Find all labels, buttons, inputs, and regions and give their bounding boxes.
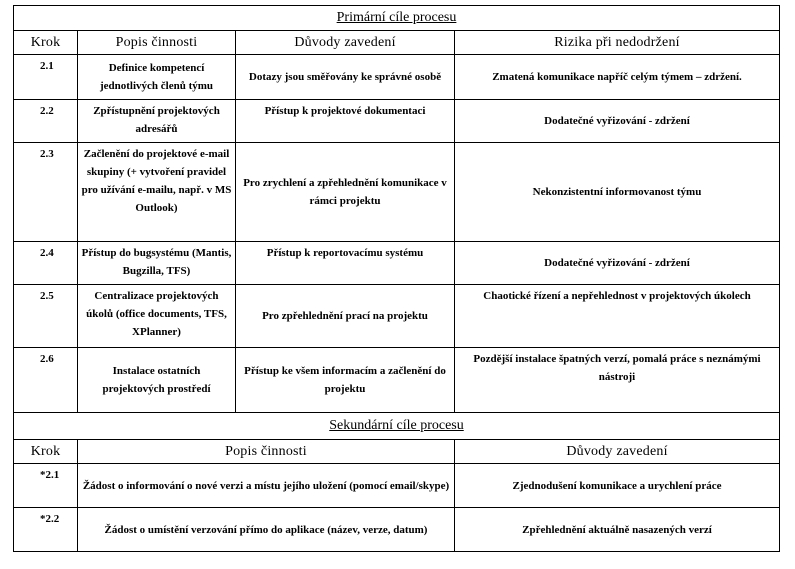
activity-description: Zpřístupnění projektových adresářů: [78, 100, 236, 143]
activity-description: Definice kompetencí jednotlivých členů týmu: [78, 55, 236, 100]
header-duvody: Důvody zavedení: [455, 440, 780, 464]
non-compliance-risk: Dodatečné vyřizování - zdržení: [455, 242, 780, 285]
activity-description: Centralizace projektových úkolů (office documents, TFS, XPlanner): [78, 285, 236, 348]
introduction-reason: Zjednodušení komunikace a urychlení práce: [455, 464, 780, 508]
table-row: [14, 508, 780, 552]
non-compliance-risk: Zmatená komunikace napříč celým týmem – zdržení.: [455, 55, 780, 100]
primary-title-row: [14, 6, 780, 31]
introduction-reason: Pro zpřehlednění prací na projektu: [236, 285, 455, 348]
activity-description: Začlenění do projektové e-mail skupiny (+ vytvoření pravidel pro užívání e-mailu, např. v MS Outlook): [78, 143, 236, 242]
header-popis: Popis činnosti: [78, 440, 455, 464]
header-rizika: Rizika při nedodržení: [455, 31, 780, 55]
introduction-reason: Dotazy jsou směřovány ke správné osobě: [236, 55, 455, 100]
step-number: *2.2: [14, 508, 78, 552]
primary-header-row: [14, 31, 780, 55]
non-compliance-risk: Pozdější instalace špatných verzí, pomalá práce s neznámými nástroji: [455, 348, 780, 413]
activity-description: Žádost o umístění verzování přímo do aplikace (název, verze, datum): [78, 508, 455, 552]
table-row: [14, 285, 780, 348]
step-number: 2.1: [14, 55, 78, 100]
activity-description: Žádost o informování o nové verzi a místu jejího uložení (pomocí email/skype): [78, 464, 455, 508]
primary-section-title: Primární cíle procesu: [14, 6, 780, 31]
header-duvody: Důvody zavedení: [236, 31, 455, 55]
table-row: [14, 348, 780, 413]
introduction-reason: Přístup ke všem informacím a začlenění do projektu: [236, 348, 455, 413]
step-number: 2.6: [14, 348, 78, 413]
secondary-header-row: [14, 440, 780, 464]
table-row: [14, 242, 780, 285]
step-number: 2.2: [14, 100, 78, 143]
introduction-reason: Zpřehlednění aktuálně nasazených verzí: [455, 508, 780, 552]
header-krok: Krok: [14, 440, 78, 464]
activity-description: Přístup do bugsystému (Mantis, Bugzilla, TFS): [78, 242, 236, 285]
table-row: [14, 55, 780, 100]
table-row: [14, 464, 780, 508]
non-compliance-risk: Dodatečné vyřizování - zdržení: [455, 100, 780, 143]
step-number: 2.3: [14, 143, 78, 242]
secondary-title-row: [14, 413, 780, 440]
header-krok: Krok: [14, 31, 78, 55]
table-row: [14, 100, 780, 143]
introduction-reason: Přístup k projektové dokumentaci: [236, 100, 455, 143]
step-number: *2.1: [14, 464, 78, 508]
activity-description: Instalace ostatních projektových prostředí: [78, 348, 236, 413]
introduction-reason: Přístup k reportovacímu systému: [236, 242, 455, 285]
non-compliance-risk: Chaotické řízení a nepřehlednost v projektových úkolech: [455, 285, 780, 348]
secondary-section-title: Sekundární cíle procesu: [14, 413, 780, 440]
header-popis: Popis činnosti: [78, 31, 236, 55]
process-goals-table: [13, 5, 780, 552]
introduction-reason: Pro zrychlení a zpřehlednění komunikace v rámci projektu: [236, 143, 455, 242]
table-row: [14, 143, 780, 242]
step-number: 2.4: [14, 242, 78, 285]
non-compliance-risk: Nekonzistentní informovanost týmu: [455, 143, 780, 242]
step-number: 2.5: [14, 285, 78, 348]
